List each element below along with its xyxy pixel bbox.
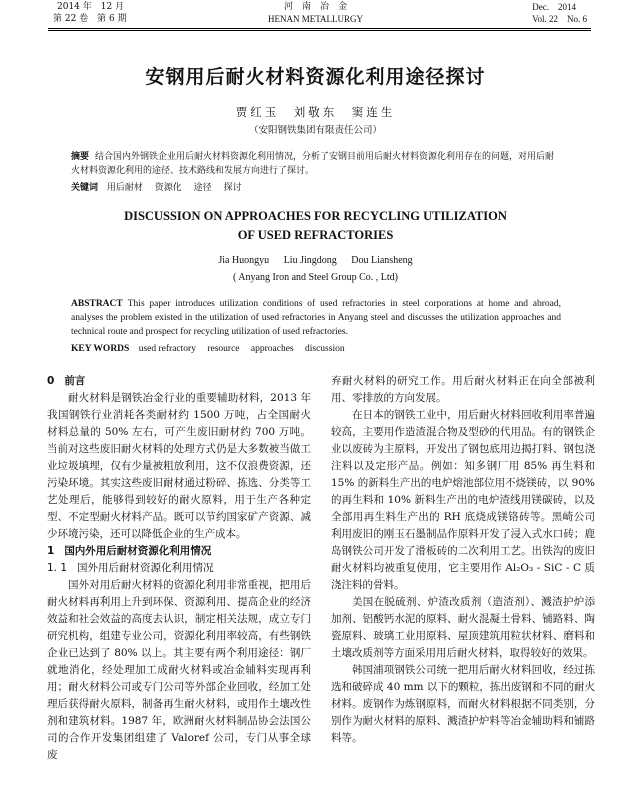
keyword-en: used refractory bbox=[138, 344, 196, 354]
paragraph: 耐火材料是钢铁冶金行业的重要辅助材料，2013 年我国钢铁行业消耗各类耐材约 1500 万吨，占全国耐火材料总量的 50% 左右，可产生废旧耐材约 700 万吨。当前对这些废旧耐火材料的处理方式仍是大多数被当做工业垃圾填埋，仅有少量被粗放利用，这不仅浪费资源，还污染环境。其实这些废旧耐材通过粉碎、拣选、分类等工艺处理后，能够得到较好的耐火原料，用于生产各种定型、不定型耐火材料产品。既可以节约国家矿产资源、减少环境污染，还可以降低企业的生产成本。 bbox=[47, 392, 311, 540]
authors-en bbox=[0, 255, 631, 266]
abstract-cn-text: 结合国内外钢铁企业用后耐火材料资源化利用情况，分析了安钢目前用后耐火材料资源化利用存在的问题，对用后耐火材料资源化利用的途径、技术路线和发展方向进行了探讨。 bbox=[71, 152, 555, 176]
keyword-en: approaches bbox=[250, 344, 294, 354]
paragraph: 国外对用后耐火材料的资源化利用非常重视，把用后耐火材料再利用上升到环保、资源利用、提高企业的经济效益和社会效益的高度去认识，制定相关法规，成立专门研究机构，组建专业公司，资源化利用率较高，有些钢铁企业已达到了 80% 以上。其主要有两个利用途径：钢厂就地消化，经处理加工成耐火材料或冶金辅料实现再利用；耐火材料公司或专门公司等外部企业回收，经加工处理后获得耐火原料，制备再生耐火材料，或用作土壤改性剂和建筑材料。1987 年，欧洲耐火材料制品协会法国公司的合作开发集团组建了 Valoref 公司，专门从事全球废 bbox=[47, 579, 311, 761]
keyword-cn: 途径 bbox=[193, 183, 212, 193]
author-en: Liu Jingdong bbox=[283, 255, 337, 266]
header-rule bbox=[48, 28, 591, 29]
section-heading bbox=[47, 373, 311, 390]
subsection-title: 国外用后耐材资源化利用情况 bbox=[77, 562, 214, 574]
keywords-cn bbox=[71, 181, 561, 195]
header-volume: 第 22 卷 第 6 期 bbox=[53, 14, 127, 24]
author-en: Jia Huongyu bbox=[218, 255, 270, 266]
section-title: 前言 bbox=[64, 375, 86, 387]
affiliation-cn: （安阳钢铁集团有限责任公司） bbox=[248, 125, 382, 136]
paragraph: 美国在脱硫剂、炉渣改质剂（造渣剂）、溅渣护炉添加剂、铝酸钙水泥的原料、耐火混凝土骨料、铺路料、陶瓷原料、玻璃工业用原料、屋顶建筑用粒状材料、磨料和土壤改质剂等方面采用用后耐火材料，取得较好的效果。 bbox=[331, 596, 595, 659]
body-column-left bbox=[47, 373, 311, 764]
section-title: 国内外用后耐材资源化利用情况 bbox=[64, 545, 212, 557]
header-journal-cn: 河 南 冶 金 bbox=[283, 2, 347, 12]
abstract-en bbox=[71, 297, 561, 339]
keyword-cn: 用后耐材 bbox=[106, 183, 143, 193]
abstract-cn bbox=[71, 150, 561, 178]
paper-title-cn: 安钢用后耐火材料资源化利用途径探讨 bbox=[145, 66, 486, 88]
section-number: 0 bbox=[47, 375, 55, 387]
keywords-en bbox=[71, 342, 561, 356]
header-journal-en: HENAN METALLURGY bbox=[267, 14, 364, 24]
keywords-cn-label: 关键词 bbox=[71, 183, 99, 193]
paragraph: 弃耐火材料的研究工作。用后耐火材料正在向全部被利用、零排放的方向发展。 bbox=[331, 375, 595, 404]
header-volume-en: Vol. 22 No. 6 bbox=[532, 14, 587, 24]
subsection-heading bbox=[47, 560, 311, 577]
paragraph: 韩国浦项钢铁公司统一把用后耐火材料回收，经过拣选和破碎成 40 mm 以下的颗粒，拣出废钢和不同的耐火材料。废钢作为炼钢原料，而耐火材料根据不同类别，分别作为耐火材料的原料、溅渣护炉料等冶金辅助料和铺路料等。 bbox=[331, 664, 595, 744]
running-header bbox=[0, 0, 631, 30]
abstract-en-text: This paper introduces utilization conditions of used refractories in steel corporations at home and abroad, analyses the problem existed in the utilization of used refractories in Anyang steel and discusses the utilization approaches and technical route and prospect for recycling utilization of used refractories. bbox=[71, 299, 561, 337]
keywords-en-label: KEY WORDS bbox=[71, 344, 130, 354]
title-en-line1: DISCUSSION ON APPROACHES FOR RECYCLING UTILIZATION bbox=[124, 209, 507, 223]
abstract-cn-label: 摘要 bbox=[71, 152, 90, 162]
header-date: 2014 年 12 月 bbox=[57, 2, 125, 12]
section-heading bbox=[47, 543, 311, 560]
author-en: Dou Liansheng bbox=[351, 255, 413, 266]
section-number: 1 bbox=[47, 545, 55, 557]
paper-title-en bbox=[0, 207, 631, 245]
affiliation-en: ( Anyang Iron and Steel Group Co. , Ltd) bbox=[233, 272, 398, 283]
keyword-en: resource bbox=[207, 344, 240, 354]
subsection-number: 1. 1 bbox=[47, 562, 68, 574]
body-column-right bbox=[331, 373, 595, 747]
keyword-en: discussion bbox=[305, 344, 345, 354]
keyword-cn: 探讨 bbox=[223, 183, 242, 193]
title-en-line2: OF USED REFRACTORIES bbox=[237, 228, 394, 242]
header-rule-double bbox=[48, 30, 591, 31]
abstract-en-label: ABSTRACT bbox=[71, 299, 123, 309]
paragraph: 在日本的钢铁工业中，用后耐火材料回收利用率普遍较高，主要用作造渣混合物及型砂的代用品。有的钢铁企业以废砖为主原料，开发出了钢包底用边揭打料、钢包浇注料以及定形产品。例如：知多钢厂用 85% 再生料和 15% 的新料生产出的电炉熔池部位用不烧镁砖，以 90% 的再生料和 10% 新料生产出的电炉渣线用镁碳砖，以及全部用再生料生产出的 RH 底烧成镁铬砖等。黑崎公司利用废旧的刚玉石墨制品作原料开发了浸入式水口砖；鹿岛钢铁公司开发了滑板砖的二次利用工艺。出铁沟的废旧耐火材料均被重复使用，它主要用作 Al₂O₃ - SiC - C 质浇注料的骨料。 bbox=[331, 409, 595, 591]
keyword-cn: 资源化 bbox=[154, 183, 182, 193]
header-date-en: Dec. 2014 bbox=[532, 2, 576, 12]
authors-cn: 贾红玉 刘敬东 窦连生 bbox=[235, 105, 396, 119]
